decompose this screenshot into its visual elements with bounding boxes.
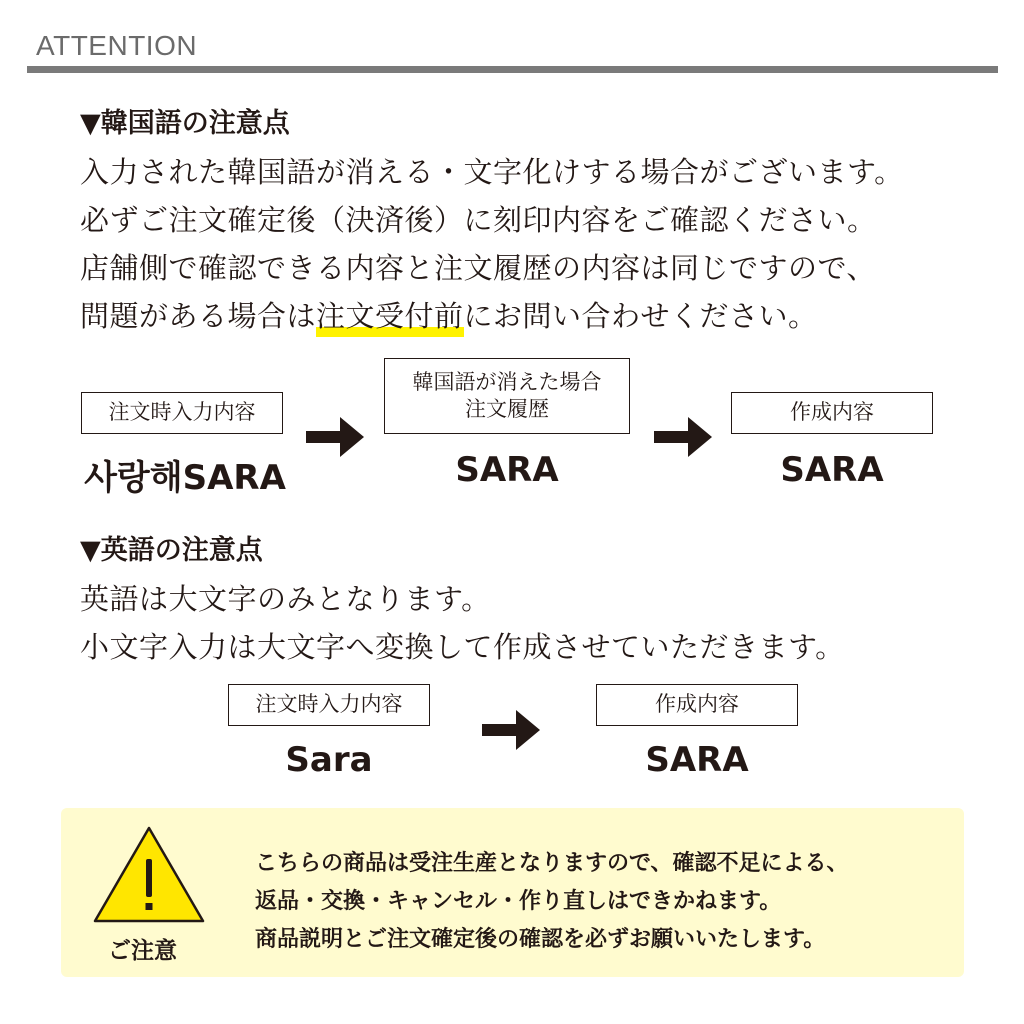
arrow-right-icon xyxy=(482,710,540,750)
korean-input-label: 注文時入力内容 xyxy=(108,400,256,425)
english-input-label: 注文時入力内容 xyxy=(255,692,403,717)
korean-line-1: 入力された韓国語が消える・文字化けする場合がございます。 xyxy=(80,155,904,189)
notice-line-1: こちらの商品は受注生産となりますので、確認不足による、 xyxy=(255,851,849,876)
korean-section-heading: ▼韓国語の注意点 xyxy=(80,108,290,139)
korean-line-2: 必ずご注文確定後（決済後）に刻印内容をご確認ください。 xyxy=(80,203,877,237)
english-output-label: 作成内容 xyxy=(655,692,739,717)
arrow-right-icon xyxy=(306,417,364,457)
notice-line-3: 商品説明とご注文確定後の確認を必ずお願いいたします。 xyxy=(255,927,826,952)
warning-label: ご注意 xyxy=(108,938,177,964)
korean-history-label-2: 注文履歴 xyxy=(465,397,549,421)
english-output-value: SARA xyxy=(645,740,749,780)
english-line-2: 小文字入力は大文字へ変換して作成させていただきます。 xyxy=(80,630,845,664)
english-output-box xyxy=(596,684,798,726)
korean-line-4 xyxy=(80,294,818,335)
english-section-heading: ▼英語の注意点 xyxy=(80,535,263,566)
korean-output-box xyxy=(731,392,933,434)
english-input-box xyxy=(228,684,430,726)
header-divider xyxy=(27,66,998,73)
korean-output-value: SARA xyxy=(780,450,884,490)
korean-history-box xyxy=(384,358,630,434)
header-title: ATTENTION xyxy=(36,30,198,61)
korean-history-value: SARA xyxy=(455,450,559,490)
korean-input-value: 사랑해SARA xyxy=(84,458,286,498)
korean-history-label-1: 韓国語が消えた場合 xyxy=(412,369,602,394)
english-input-value: Sara xyxy=(285,740,373,780)
korean-line-3: 店舗側で確認できる内容と注文履歴の内容は同じですので、 xyxy=(80,251,876,285)
korean-output-label: 作成内容 xyxy=(790,400,874,425)
english-line-1: 英語は大文字のみとなります。 xyxy=(80,582,491,616)
warning-triangle-icon xyxy=(92,825,206,925)
notice-line-2: 返品・交換・キャンセル・作り直しはできかねます。 xyxy=(255,889,782,914)
highlighted-text: 注文受付前 xyxy=(316,299,464,337)
arrow-right-icon xyxy=(654,417,712,457)
korean-input-box xyxy=(81,392,283,434)
korean-line-4-after: にお問い合わせください。 xyxy=(463,299,818,333)
korean-line-4-before: 問題がある場合は xyxy=(80,299,317,333)
